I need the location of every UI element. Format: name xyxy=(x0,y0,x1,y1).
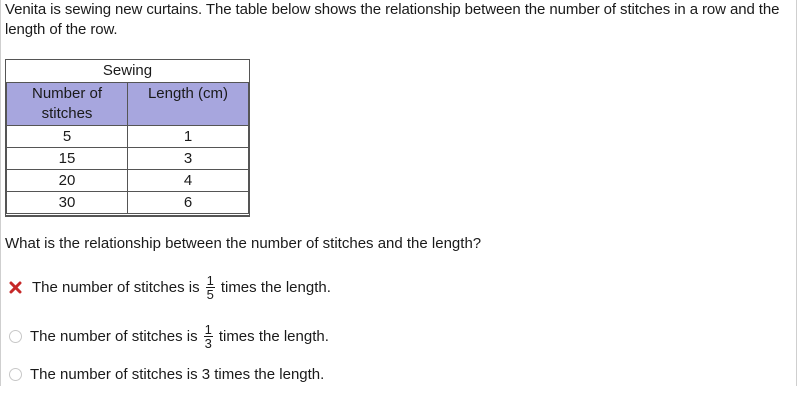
fraction xyxy=(204,323,213,350)
sewing-table xyxy=(5,59,250,217)
table-cell: 5 xyxy=(7,126,128,148)
fraction-denominator: 5 xyxy=(206,286,214,302)
answer-choice-label xyxy=(30,323,329,350)
column-header-stitches: Number of stitches xyxy=(7,83,128,126)
table-cell: 4 xyxy=(128,170,249,192)
table-row xyxy=(7,192,249,215)
answer-choice-1[interactable] xyxy=(8,267,331,307)
radio-empty-icon[interactable] xyxy=(9,330,22,343)
fraction-denominator: 3 xyxy=(204,335,212,351)
table-cell: 1 xyxy=(128,126,249,148)
fraction-numerator: 1 xyxy=(206,272,214,288)
fraction-numerator: 1 xyxy=(204,321,212,337)
column-header-length: Length (cm) xyxy=(128,83,249,126)
table-cell: 6 xyxy=(128,192,249,215)
choice-suffix: times the length. xyxy=(218,327,329,345)
table-cell: 30 xyxy=(7,192,128,215)
table-cell: 20 xyxy=(7,170,128,192)
answer-choice-2[interactable] xyxy=(8,316,329,356)
choice-suffix: times the length. xyxy=(220,278,331,296)
problem-prompt: Venita is sewing new curtains. The table below shows the relationship between the number of stitches in a row and the length of the row. xyxy=(5,1,780,38)
fraction xyxy=(206,274,215,301)
choice-prefix: The number of stitches is xyxy=(30,327,198,345)
answer-choice-label xyxy=(32,274,331,301)
table-row xyxy=(7,148,249,170)
table-cell: 15 xyxy=(7,148,128,170)
question-text: What is the relationship between the number of stitches and the length? xyxy=(5,235,482,252)
answer-choice-label: The number of stitches is 3 times the length. xyxy=(30,365,325,383)
radio-wrapper xyxy=(8,367,22,381)
radio-wrapper xyxy=(8,329,22,343)
table-row xyxy=(7,126,249,148)
table-cell: 3 xyxy=(128,148,249,170)
data-table xyxy=(6,60,249,216)
choice-prefix: The number of stitches is xyxy=(32,278,200,296)
answer-choice-3[interactable] xyxy=(8,354,324,394)
x-mark-icon xyxy=(8,280,22,294)
table-row xyxy=(7,170,249,192)
table-caption: Sewing xyxy=(7,60,249,83)
radio-empty-icon[interactable] xyxy=(9,368,22,381)
